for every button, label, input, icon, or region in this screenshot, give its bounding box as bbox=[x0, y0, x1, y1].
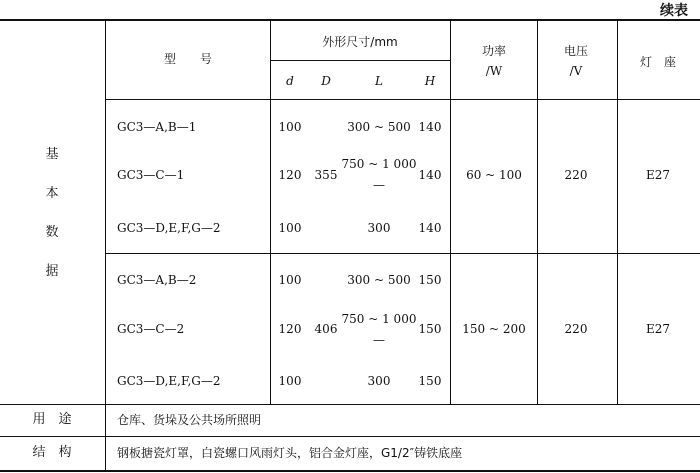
voltage-column-rule bbox=[617, 20, 618, 404]
continued-label: 续表 bbox=[660, 3, 688, 19]
usage-text: 仓库、货垛及公共场所照明 bbox=[117, 413, 262, 427]
table-row-d: 100 bbox=[278, 374, 302, 388]
header-dim-L: L bbox=[375, 74, 383, 88]
table-row-H: 150 bbox=[418, 374, 442, 388]
header-socket: 灯 座 bbox=[639, 55, 677, 69]
table-row-L-dash: — bbox=[373, 178, 385, 192]
table-row-D: 406 bbox=[314, 322, 338, 336]
table-row-model: GC3—D,E,F,G—2 bbox=[117, 374, 221, 388]
table-row-L: 300 bbox=[367, 374, 391, 388]
group-2-power: 150 ~ 200 bbox=[462, 322, 526, 336]
dimensions-subheader-rule bbox=[270, 60, 450, 61]
table-bottom-rule bbox=[0, 470, 700, 472]
group-divider-rule bbox=[105, 253, 700, 254]
table-row-L: 300 bbox=[367, 221, 391, 235]
model-column-rule bbox=[270, 20, 271, 404]
table-row-d: 120 bbox=[278, 168, 302, 182]
table-row-L: 750 ~ 1 000 bbox=[341, 157, 417, 171]
table-row-d: 100 bbox=[278, 273, 302, 287]
structure-text: 钢板搪瓷灯罩，白瓷螺口风雨灯头，铝合金灯座，G1/2″铸铁底座 bbox=[117, 446, 463, 460]
table-row-H: 140 bbox=[418, 168, 442, 182]
group-2-voltage: 220 bbox=[564, 322, 588, 336]
power-column-rule bbox=[537, 20, 538, 404]
table-row-L: 750 ~ 1 000 bbox=[341, 312, 417, 326]
section-label-char-1: 基 bbox=[45, 147, 59, 162]
dimensions-column-rule bbox=[450, 20, 451, 404]
header-model: 型 号 bbox=[163, 52, 213, 66]
header-dim-d: d bbox=[286, 74, 294, 88]
section-label-char-4: 据 bbox=[45, 264, 59, 279]
group-1-power: 60 ~ 100 bbox=[466, 168, 522, 182]
table-row-L-dash: — bbox=[373, 333, 385, 347]
table-row-model: GC3—A,B—1 bbox=[117, 120, 197, 134]
table-row-model: GC3—D,E,F,G—2 bbox=[117, 221, 221, 235]
header-bottom-rule bbox=[105, 99, 700, 100]
header-dim-H: H bbox=[424, 74, 436, 88]
table-row-model: GC3—A,B—2 bbox=[117, 273, 197, 287]
table-row-d: 100 bbox=[278, 221, 302, 235]
table-row-H: 150 bbox=[418, 273, 442, 287]
group-1-voltage: 220 bbox=[564, 168, 588, 182]
table-row-H: 140 bbox=[418, 221, 442, 235]
group-1-socket: E27 bbox=[645, 168, 671, 182]
table-row-model: GC3—C—2 bbox=[117, 322, 185, 336]
usage-label: 用 途 bbox=[32, 412, 72, 427]
table-row-model: GC3—C—1 bbox=[117, 168, 185, 182]
header-power-unit: /W bbox=[485, 64, 503, 78]
table-row-H: 140 bbox=[418, 120, 442, 134]
table-row-d: 100 bbox=[278, 120, 302, 134]
table-row-L: 300 ~ 500 bbox=[347, 273, 411, 287]
group-2-socket: E27 bbox=[645, 322, 671, 336]
header-dim-D: D bbox=[321, 74, 331, 88]
section-label-char-2: 本 bbox=[45, 186, 59, 201]
header-voltage-unit: /V bbox=[569, 64, 583, 78]
header-dimensions: 外形尺寸/mm bbox=[322, 35, 398, 49]
table-row-H: 150 bbox=[418, 322, 442, 336]
table-row-L: 300 ~ 500 bbox=[347, 120, 411, 134]
structure-label: 结 构 bbox=[32, 445, 72, 460]
header-voltage: 电压 bbox=[563, 44, 589, 58]
table-row-D: 355 bbox=[314, 168, 338, 182]
table-row-d: 120 bbox=[278, 322, 302, 336]
label-column-rule bbox=[105, 20, 106, 470]
section-label-char-3: 数 bbox=[45, 225, 59, 240]
header-power: 功率 bbox=[481, 44, 507, 58]
